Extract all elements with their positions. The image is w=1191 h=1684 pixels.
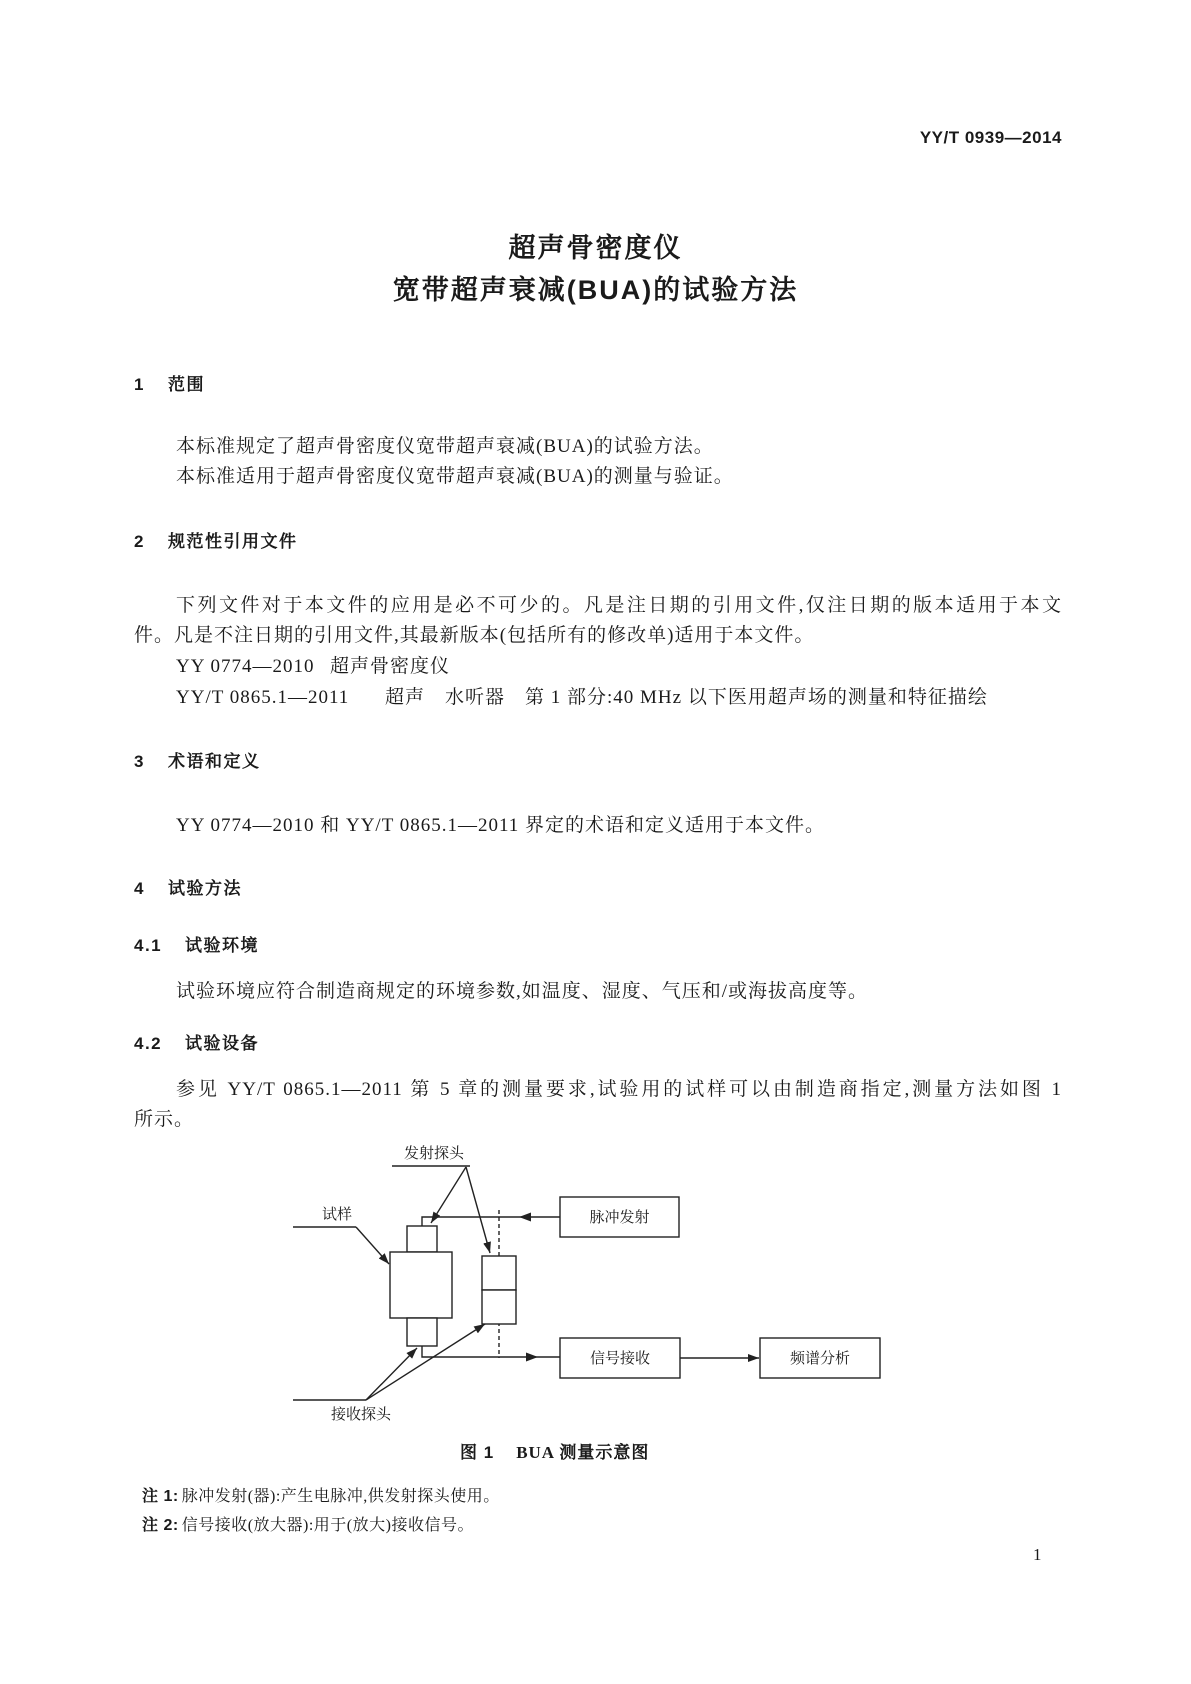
reference-title: 超声 水听器 第 1 部分:40 MHz 以下医用超声场的测量和特征描绘 <box>385 687 988 708</box>
section-2-intro-line: 件。凡是不注日期的引用文件,其最新版本(包括所有的修改单)适用于本文件。 <box>134 625 815 646</box>
figure-note <box>142 1514 474 1538</box>
note-label: 注 2: <box>142 1517 179 1534</box>
pulse-transmit-label: 脉冲发射 <box>589 1209 650 1226</box>
section-3-paragraph: YY 0774—2010 和 YY/T 0865.1—2011 界定的术语和定义适用于本文件。 <box>176 815 826 836</box>
transmit-probe-leader-arrow <box>431 1167 466 1223</box>
section-3-heading: 术语和定义 <box>168 752 261 771</box>
section-2-intro-line: 下列文件对于本文件的应用是必不可少的。凡是注日期的引用文件,仅注日期的版本适用于本文 <box>176 595 1062 616</box>
sample-leader-arrow <box>356 1227 389 1264</box>
section-4-number: 4 <box>134 879 145 898</box>
reference-code: YY/T 0865.1—2011 <box>176 687 350 708</box>
section-2-number: 2 <box>134 532 145 551</box>
transmit-probe <box>407 1226 437 1252</box>
right-probe-upper <box>482 1256 516 1290</box>
note-label: 注 1: <box>142 1488 179 1505</box>
section-3-number: 3 <box>134 752 145 771</box>
subsection-4-2-line: 所示。 <box>134 1109 195 1130</box>
subsection-4-1-number: 4.1 <box>134 936 163 955</box>
right-probe-lower <box>482 1290 516 1324</box>
figure-caption <box>460 1440 649 1466</box>
subsection-4-1-heading: 试验环境 <box>185 936 259 955</box>
figure-caption-number: 图 1 <box>460 1443 495 1462</box>
signal-receive-label: 信号接收 <box>589 1350 651 1367</box>
section-1-heading: 范围 <box>168 375 205 394</box>
document-title-line-1: 超声骨密度仪 <box>508 233 683 263</box>
note-text: 脉冲发射(器):产生电脉冲,供发射探头使用。 <box>181 1488 500 1505</box>
reference-code: YY 0774—2010 <box>176 656 315 677</box>
spectrum-analysis-label: 频谱分析 <box>789 1350 851 1367</box>
transmit-probe-leader-arrow <box>466 1167 490 1253</box>
receive-probe-label: 接收探头 <box>331 1406 392 1423</box>
pulse-signal-line <box>422 1217 560 1226</box>
receive-probe <box>407 1318 437 1346</box>
receive-probe-leader-arrow <box>366 1348 417 1400</box>
section-2-heading: 规范性引用文件 <box>168 532 298 551</box>
standard-code-header: YY/T 0939—2014 <box>919 128 1062 147</box>
document-title-line-2: 宽带超声衰减(BUA)的试验方法 <box>392 275 799 305</box>
subsection-4-2-line: 参见 YY/T 0865.1—2011 第 5 章的测量要求,试验用的试样可以由制造商指定,测量方法如图 1 <box>176 1079 1062 1100</box>
section-1-paragraph: 本标准适用于超声骨密度仪宽带超声衰减(BUA)的测量与验证。 <box>176 466 734 487</box>
sample-label: 试样 <box>322 1206 353 1223</box>
receive-signal-arrowhead <box>526 1353 538 1362</box>
transmit-probe-label: 发射探头 <box>404 1145 465 1162</box>
figure-note <box>142 1485 500 1509</box>
subsection-4-2-heading: 试验设备 <box>185 1034 259 1053</box>
figure-caption-title: BUA 测量示意图 <box>516 1443 650 1462</box>
bua-measurement-diagram <box>290 1140 910 1430</box>
pulse-signal-arrowhead <box>519 1213 531 1222</box>
section-1-paragraph: 本标准规定了超声骨密度仪宽带超声衰减(BUA)的试验方法。 <box>176 436 714 457</box>
page-number: 1 <box>1033 1545 1042 1564</box>
subsection-4-1-paragraph: 试验环境应符合制造商规定的环境参数,如温度、湿度、气压和/或海拔高度等。 <box>176 981 869 1002</box>
note-text: 信号接收(放大器):用于(放大)接收信号。 <box>181 1517 474 1534</box>
subsection-4-2-number: 4.2 <box>134 1034 163 1053</box>
section-1-number: 1 <box>134 375 145 394</box>
sample-block <box>390 1252 452 1318</box>
section-4-heading: 试验方法 <box>168 879 242 898</box>
reference-title: 超声骨密度仪 <box>330 656 451 677</box>
